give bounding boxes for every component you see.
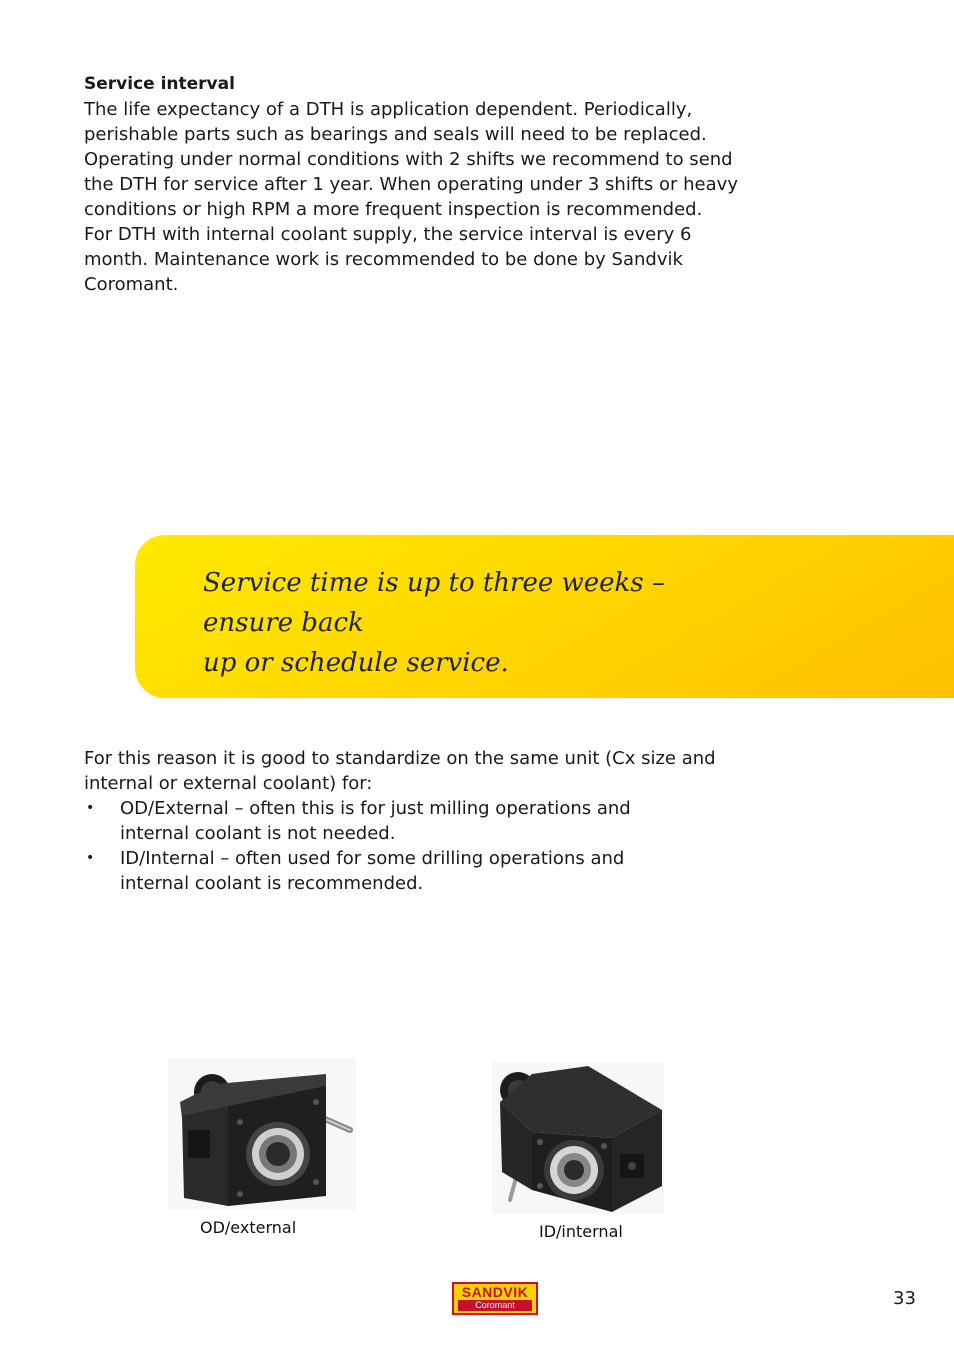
page-number: 33 [893, 1288, 916, 1309]
paragraph-line: month. Maintenance work is recommended to be done by Sandvik [84, 249, 683, 270]
paragraph-line: Operating under normal conditions with 2 shifts we recommend to send [84, 149, 733, 170]
bullet-line: internal coolant is not needed. [120, 823, 396, 844]
callout-text [203, 563, 763, 683]
paragraph-line: For this reason it is good to standardize on the same unit (Cx size and [84, 748, 716, 769]
callout-line: up or schedule service. [203, 648, 509, 678]
service-interval-paragraph [84, 97, 744, 297]
paragraph-line: Coromant. [84, 274, 179, 295]
bullet-list [84, 796, 704, 896]
callout-box [135, 535, 954, 698]
standardize-paragraph [84, 746, 744, 796]
sandvik-coromant-logo [452, 1282, 538, 1315]
od-external-caption: OD/external [200, 1218, 297, 1237]
bullet-line: OD/External – often this is for just milling operations and [120, 798, 631, 819]
bullet-line: internal coolant is recommended. [120, 873, 424, 894]
list-item [84, 846, 704, 896]
paragraph-line: For DTH with internal coolant supply, the service interval is every 6 [84, 224, 692, 245]
logo-brand-text: SANDVIK [461, 1284, 529, 1300]
paragraph-line: the DTH for service after 1 year. When operating under 3 shifts or heavy [84, 174, 738, 195]
list-item [84, 796, 704, 846]
section-heading: Service interval [84, 74, 235, 94]
id-internal-caption: ID/internal [539, 1222, 623, 1241]
paragraph-line: internal or external coolant) for: [84, 773, 373, 794]
paragraph-line: The life expectancy of a DTH is application dependent. Periodically, [84, 99, 693, 120]
od-external-unit-image [168, 1058, 356, 1210]
bullet-line: ID/Internal – often used for some drilling operations and [120, 848, 625, 869]
paragraph-line: perishable parts such as bearings and seals will need to be replaced. [84, 124, 707, 145]
callout-line: Service time is up to three weeks – ensure back [203, 568, 665, 638]
logo-sub-text: Coromant [458, 1300, 532, 1311]
id-internal-unit-image [492, 1062, 664, 1214]
paragraph-line: conditions or high RPM a more frequent inspection is recommended. [84, 199, 703, 220]
